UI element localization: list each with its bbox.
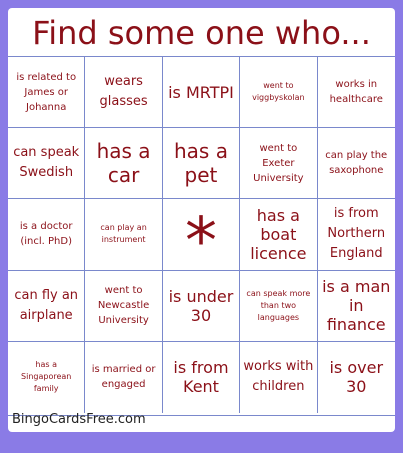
bingo-cell[interactable] [85,342,162,413]
bingo-cell[interactable] [8,57,85,128]
bingo-cell[interactable] [163,57,240,128]
bingo-cell-label: has a Singaporean family [21,360,72,394]
bingo-cell[interactable] [8,271,85,342]
bingo-cell-label: can speak more than two languages [246,288,311,322]
bingo-cell-label: can fly an airplane [14,287,79,323]
bingo-cell[interactable] [8,128,85,199]
bingo-cell-label: is MRTPI [168,82,234,102]
bingo-cell-label: went to Exeter University [253,142,304,184]
bingo-cell[interactable] [318,128,395,199]
bingo-cell[interactable] [318,271,395,342]
bingo-cell-label: works in healthcare [329,79,383,106]
bingo-cell[interactable] [85,271,162,342]
bingo-cell-label: is a man in finance [322,277,391,335]
bingo-grid [8,56,395,416]
bingo-cell-label: is under 30 [168,286,234,325]
bingo-cell-label: has a boat licence [250,205,307,263]
bingo-cell[interactable] [85,128,162,199]
bingo-cell-label: can play the saxophone [325,150,388,177]
bingo-cell[interactable] [8,199,85,270]
bingo-cell[interactable] [163,271,240,342]
bingo-cell-label: is married or engaged [91,364,156,391]
bingo-cell-label: is related to James or Johanna [16,71,77,113]
bingo-cell[interactable] [163,342,240,413]
card-title: Find some one who... [32,14,371,52]
bingo-cell-label: is from Kent [173,358,229,397]
bingo-cell[interactable] [163,128,240,199]
bingo-card [8,8,395,432]
bingo-cell-label: has a pet [173,139,228,188]
bingo-cell[interactable] [240,128,317,199]
bingo-cell[interactable] [240,57,317,128]
bingo-cell-label: is a doctor (incl. PhD) [19,221,73,248]
asterisk-icon: * [184,205,217,271]
bingo-cell[interactable] [85,199,162,270]
bingo-cell-label: is over 30 [329,358,384,397]
bingo-cell[interactable] [318,57,395,128]
bingo-cell-label: works with children [243,359,314,395]
bingo-cell-label: went to viggbyskolan [252,81,305,103]
bingo-cell-label: is from Northern England [327,206,386,262]
bingo-cell[interactable] [8,342,85,413]
bingo-cell-label: wears glasses [99,74,148,110]
bingo-cell[interactable] [85,57,162,128]
bingo-cell[interactable] [240,271,317,342]
bingo-cell[interactable] [240,199,317,270]
bingo-cell-label: has a car [96,139,151,188]
bingo-cell[interactable] [318,199,395,270]
site-credit: BingoCardsFree.com [12,412,146,427]
bingo-cell[interactable] [240,342,317,413]
bingo-cell-label: can speak Swedish [13,145,80,181]
free-space-cell[interactable] [163,199,240,270]
bingo-cell-label: can play an instrument [100,223,147,245]
bingo-cell-label: went to Newcastle University [97,285,150,327]
bingo-cell[interactable] [318,342,395,413]
